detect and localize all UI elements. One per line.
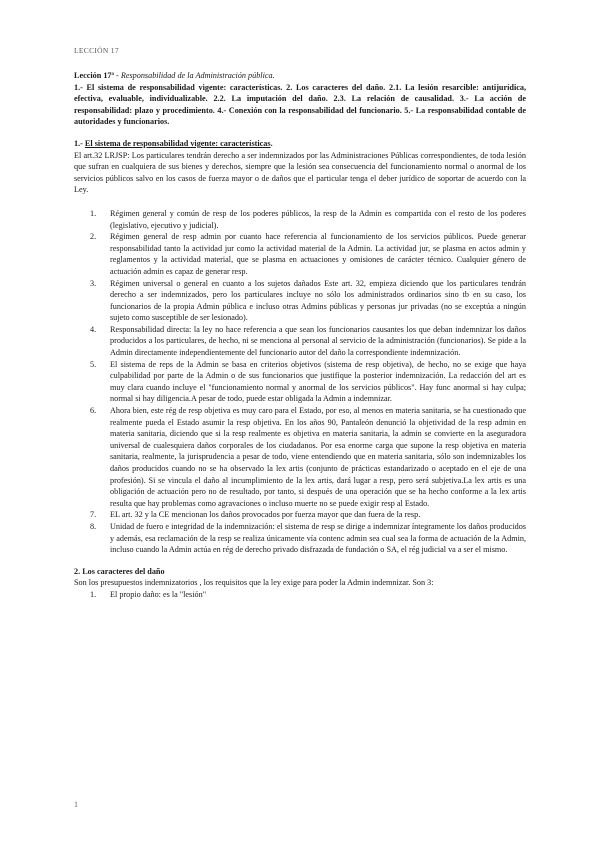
section-1-period: .	[270, 138, 273, 148]
list-item	[74, 208, 526, 231]
list-item-text: El sistema de reps de la Admin se basa en criterios objetivos (sistema de resp objetiva), de hecho, no se exige que haya culpabilidad por parte de la Admin o de sus funcionarios que justifique la posterior indemnización. La redacción del art es muy clara cuando incluye el "funcionamiento normal y anormal de los servicios públicos". Hay func anormal si hay culpa; normal si hay diligencia.A pesar de todo, puede estar obligada la Admin a indemnizar.	[110, 359, 526, 404]
lesson-summary: 1.- El sistema de responsabilidad vigente: características. 2. Los caracteres del daño. 2.1. La lesión resarcible: antijurídica, efectiva, evaluable, individualizable. 2.2. La imputación del daño. 2.3. La relación de causalidad. 3.- La acción de responsabilidad: plazo y procedimiento. 4.- Conexión con la responsabilidad del funcionario. 5.- La responsabilidad contable de autoridades y funcionarios.	[74, 82, 526, 127]
lesson-title-separator: -	[113, 71, 121, 80]
list-item	[74, 231, 526, 277]
page-header: LECCIÓN 17	[74, 46, 119, 55]
section-1-title: El sistema de responsabilidad vigente: características	[84, 138, 271, 148]
list-item-number: 5.	[90, 359, 97, 369]
list-item	[74, 521, 526, 556]
list-item-text: Responsabilidad directa: la ley no hace referencia a que sean los funcionarios causantes los que deban indemnizar los daños producidos a los particulares, de hecho, ni se menciona al personal al servicio de la administración (funcionarios). Se pide a la Admin directamente independientemente del funcionario autor del daño la correspondiente indemnización.	[110, 324, 526, 358]
list-item-number: 8.	[90, 521, 97, 531]
section-2-intro: Son los presupuestos indemnizatorios , los requisitos que la ley exige para poder la Admin indemnizar. Son 3:	[74, 578, 434, 588]
list-item-number: 7.	[90, 510, 97, 520]
list-item	[74, 509, 526, 521]
section-1-heading	[74, 138, 526, 150]
list-item-number: 4.	[90, 324, 97, 334]
list-item-number: 1.	[90, 589, 97, 599]
page-number: 1	[74, 800, 78, 809]
section-1-list	[74, 208, 526, 556]
lesson-title-number: Lección 17ª	[74, 71, 114, 80]
section-2-heading: 2. Los caracteres del daño	[74, 566, 165, 576]
document-body	[74, 70, 526, 611]
list-item	[74, 359, 526, 405]
list-item-number: 2.	[90, 232, 97, 242]
lesson-title	[74, 70, 526, 82]
section-1-intro: El art.32 LRJSP: Los particulares tendrán derecho a ser indemnizados por las Administraciones Públicas correspondientes, de toda lesión que sufran en cualquiera de sus bienes y derechos, siempre que la lesión sea consecuencia del funcionamiento normal o anormal de los servicios públicos salvo en los casos de fuerza mayor o de daños que el particular tenga el deber jurídico de soportar de acuerdo con la Ley.	[74, 150, 526, 195]
list-item-number: 1.	[90, 208, 97, 218]
list-item	[74, 589, 526, 601]
list-item	[74, 278, 526, 324]
list-item-number: 6.	[90, 406, 97, 416]
list-item-text: EL art. 32 y la CE mencionan los daños provocados por fuerza mayor que dan fuera de la resp.	[110, 510, 421, 520]
list-item	[74, 405, 526, 509]
list-item-text: Unidad de fuero e integridad de la indemnización: el sistema de resp se dirige a indemnizar íntegramente los daños producidos y además, esa reclamación de la resp se realiza únicamente vía contenc admin sea cual sea la forma de actuación de la Admin, incluso cuando la Admin actúa en rég de derecho privado disfrazada de fundación o SA, el rég judicial va a ser el mismo.	[110, 521, 526, 555]
list-item	[74, 324, 526, 359]
list-item-text: Ahora bien, este rég de resp objetiva es muy caro para el Estado, por eso, al menos en materia sanitaria, se ha cuestionado que realmente pueda el Estado asumir la resp objetiva. En los años 90, Pantaleón denunció la objetividad de la resp admin en materia sanitaria, diciendo que si la resp realmente es objetiva en materia sanitaria, la admin se convierte en la aseguradora universal de cualesquiera daños corporales de los ciudadanos. Por esa enorme carga que supone la resp objetiva en materia sanitaria, realmente, la jurisprudencia a pesar de todo, viene entendiendo que en materia sanitaria, sólo son indemnizables los daños producidos cuando no se ha observado la lex artis (conjunto de prácticas estandarizado o aceptado en el eje de una profesión). Si se vincula el daño al incumplimiento de la lex artis, dará lugar a resp, pero será subjetiva.La lex artis es una obligación de actuación pero no de resultado, por tanto, si después de una operación que se ha hecho conforme a la lex artis resulta que hay problemas como agravaciones o incluso muerte no se puede exigir resp al Estado.	[110, 406, 526, 508]
list-item-text: Régimen universal o general en cuanto a los sujetos dañados Este art. 32, empieza diciendo que los particulares tendrán derecho a ser indemnizados, pero los particulares incluye no sólo los administrados ordinarios sino tb en su caso, los funcionarios de la propia Admin pública e incluso otras Admins públicas y personas jur privadas (no se exceptúa a ningún sujeto como susceptible de ser lesionado).	[110, 278, 526, 323]
section-1-number: 1.-	[74, 138, 85, 148]
list-item-text: El propio daño: es la "lesión"	[110, 589, 207, 599]
lesson-title-subject: Responsabilidad de la Administración pública.	[120, 71, 275, 80]
list-item-text: Régimen general de resp admin por cuanto hace referencia al funcionamiento de los servicios públicos. Puede generar responsabilidad tanto la actividad jur como la actividad material de la Admin. La actividad jur, se plasma en actos admin y reglamentos y la actividad material, que se plasma en actuaciones y omisiones de carácter técnico. Cualquier género de actuación admin es capaz de generar resp.	[110, 232, 526, 276]
list-item-text: Régimen general y común de resp de los poderes públicos, la resp de la Admin es compartida con el resto de los poderes (legislativo, ejecutivo y judicial).	[110, 208, 526, 230]
section-2-list	[74, 589, 526, 601]
list-item-number: 3.	[90, 278, 97, 288]
